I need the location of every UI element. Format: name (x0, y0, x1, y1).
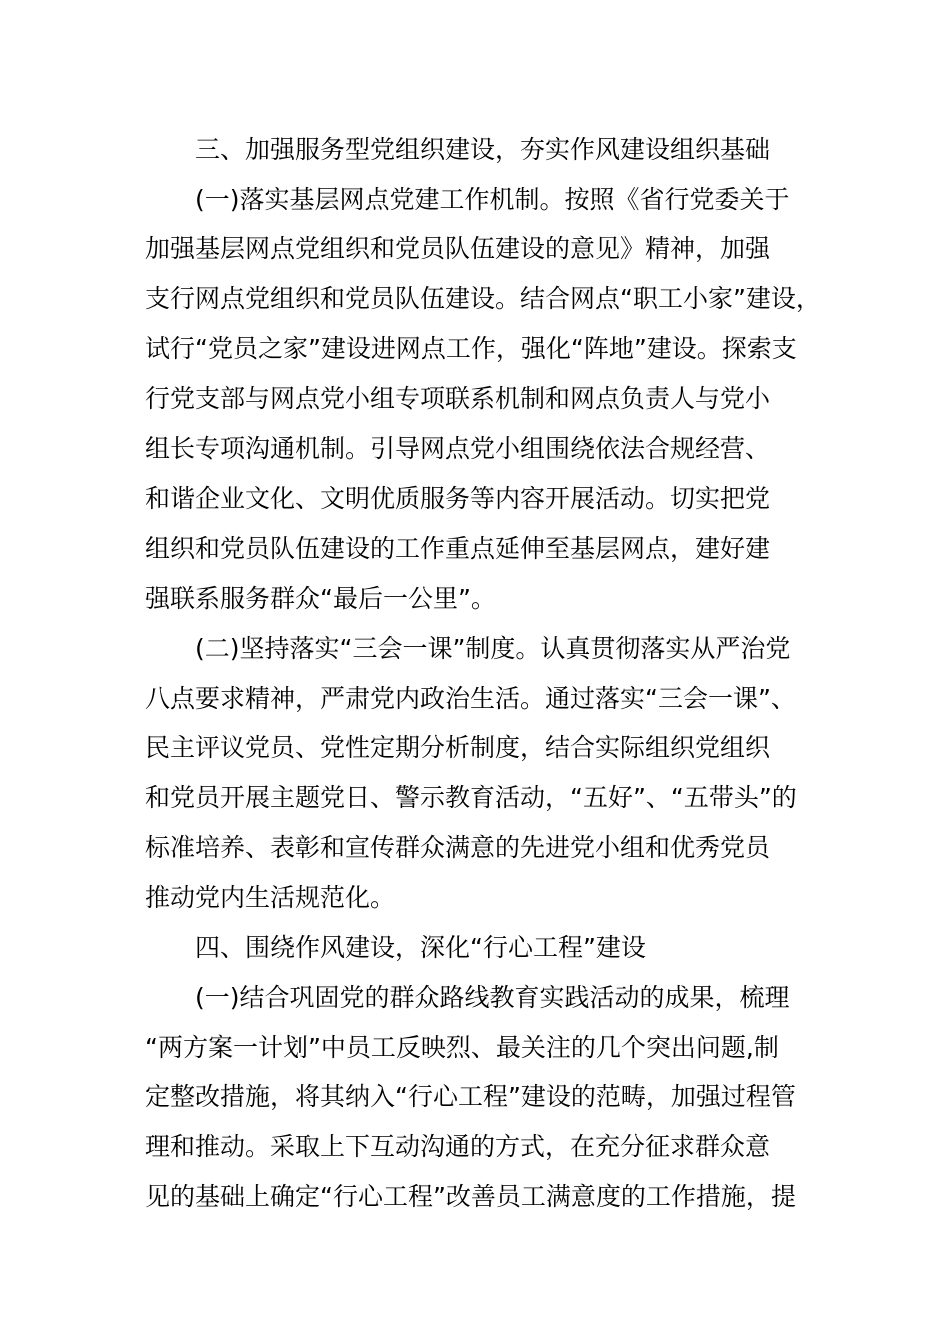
paragraph-line: “两方案一计划”中员工反映烈、最关注的几个突出问题,制 (145, 1033, 779, 1062)
paragraph-line: 强联系服务群众“最后一公里”。 (145, 584, 496, 613)
paragraph-line: (一)结合巩固党的群众路线教育实践活动的成果，梳理 (195, 983, 790, 1012)
paragraph-line: 组长专项沟通机制。引导网点党小组围绕依法合规经营、 (145, 434, 771, 463)
paragraph-line: 试行“党员之家”建设进网点工作，强化“阵地”建设。探索支 (145, 334, 797, 363)
paragraph-line: 定整改措施，将其纳入“行心工程”建设的范畴，加强过程管 (145, 1082, 796, 1111)
paragraph-line: 支行网点党组织和党员队伍建设。结合网点“职工小家”建设， (145, 284, 821, 313)
paragraph-line: 加强基层网点党组织和党员队伍建设的意见》精神，加强 (145, 234, 771, 263)
paragraph-line: 推动党内生活规范化。 (145, 883, 396, 912)
paragraph-line: 见的基础上确定“行心工程”改善员工满意度的工作措施，提 (145, 1182, 796, 1211)
paragraph-line: 理和推动。采取上下互动沟通的方式，在充分征求群众意 (145, 1132, 771, 1161)
paragraph-line: 和谐企业文化、文明优质服务等内容开展活动。切实把党 (145, 484, 771, 513)
heading-section-4: 四、围绕作风建设，深化“行心工程”建设 (195, 933, 646, 962)
paragraph-line: (一)落实基层网点党建工作机制。按照《省行党委关于 (195, 185, 790, 214)
paragraph-line: 标准培养、表彰和宣传群众满意的先进党小组和优秀党员 (145, 833, 771, 862)
paragraph-line: 行党支部与网点党小组专项联系机制和网点负责人与党小 (145, 384, 771, 413)
paragraph-line: 八点要求精神，严肃党内政治生活。通过落实“三会一课”、 (145, 684, 796, 713)
paragraph-line: (二)坚持落实“三会一课”制度。认真贯彻落实从严治党 (195, 634, 791, 663)
paragraph-line: 和党员开展主题党日、警示教育活动，“五好”、“五带头”的 (145, 783, 797, 812)
paragraph-line: 组织和党员队伍建设的工作重点延伸至基层网点，建好建 (145, 534, 771, 563)
heading-section-3: 三、加强服务型党组织建设，夯实作风建设组织基础 (195, 135, 771, 164)
paragraph-line: 民主评议党员、党性定期分析制度，结合实际组织党组织 (145, 733, 771, 762)
